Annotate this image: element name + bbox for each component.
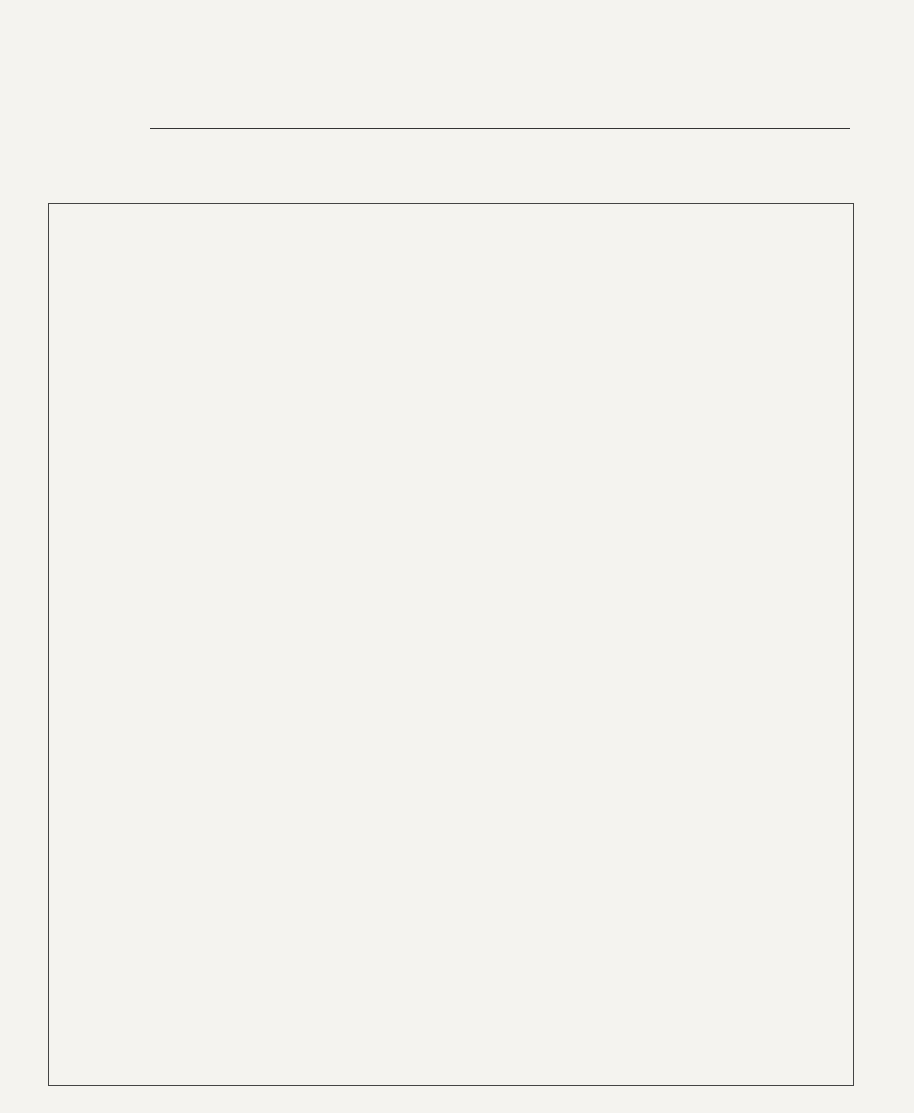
header-divider (150, 128, 850, 129)
questions-table (48, 203, 854, 1086)
